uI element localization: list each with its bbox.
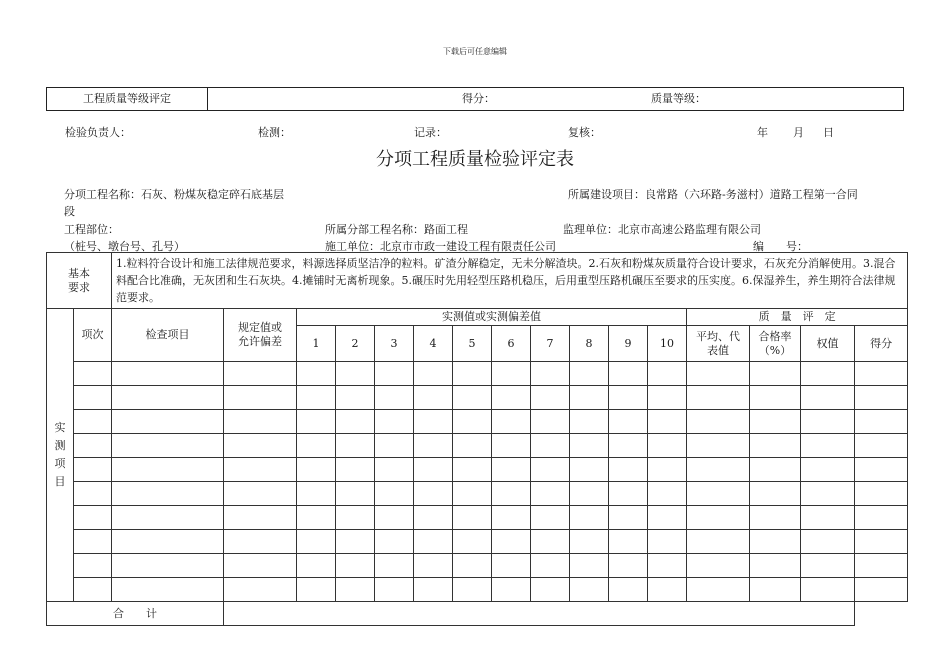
col-weight-header: 权值 [801,326,855,362]
col-num-2: 2 [336,326,375,362]
col-avg-line1: 平均、代 [696,329,740,343]
basic-req-text: 1.粒料符合设计和施工法律规范要求，料源选择质坚洁净的粒料。矿渣分解稳定，无未分解渣块。2.石灰和粉煤灰质量符合设计要求，石灰充分消解使用。3.混合料配合比准确，无灰团和生石灰块。4.摊铺时无离析现象。5.碾压时先用轻型压路机稳压，后用重型压路机碾压至要求的压实度。6.保湿养生，养生期符合法律规范要求。 [112,253,908,309]
section-char-2: 测 [54,439,66,452]
col-quality-header: 质 量 评 定 [687,309,908,326]
col-num-6: 6 [492,326,531,362]
reviewer-label: 复核： [568,126,601,139]
total-value [224,602,855,626]
table-row [47,530,908,554]
table-row [47,554,908,578]
basic-req-label [47,253,112,309]
header-row-1 [47,309,908,326]
table-row [47,386,908,410]
col-index-header: 项次 [74,309,112,362]
col-num-4: 4 [414,326,453,362]
month-label: 月 [793,126,804,139]
section-char-4: 目 [54,475,66,488]
section-char-1: 实 [54,421,66,434]
division-name: 所属分部工程名称：路面工程 [325,223,468,236]
table-row [47,434,908,458]
table-row [47,578,908,602]
subitem-name-cont: 段 [64,205,75,218]
col-num-3: 3 [375,326,414,362]
score-label: 得分： [462,92,495,105]
measured-items-label [47,309,74,602]
inspector-label: 检验负责人： [65,126,131,139]
col-num-5: 5 [453,326,492,362]
basic-requirements-row [47,253,908,309]
table-row [47,362,908,386]
col-num-8: 8 [570,326,609,362]
subitem-name: 分项工程名称：石灰、粉煤灰稳定碎石底基层 [64,188,284,201]
recorder-label: 记录： [414,126,447,139]
col-item-header: 检查项目 [112,309,224,362]
grade-label: 工程质量等级评定 [47,88,208,110]
basic-req-label-line1: 基本 [68,266,90,280]
col-spec-line1: 规定值或 [238,321,282,334]
inspection-table [46,252,908,626]
page-title: 分项工程质量检验评定表 [376,149,574,170]
col-spec-line2: 允许偏差 [238,335,282,348]
grade-level-label: 质量等级： [651,92,706,105]
col-num-1: 1 [297,326,336,362]
header-note: 下载后可任意编辑 [443,47,507,56]
number-label: 编 号： [753,240,808,253]
col-pass-line2: （%） [758,343,792,357]
col-num-10: 10 [648,326,687,362]
construction-project: 所属建设项目：良常路（六环路-务滋村）道路工程第一合同 [568,188,858,201]
quality-grade-table [46,87,904,111]
col-score-header: 得分 [855,326,908,362]
col-pass-header [750,326,801,362]
col-spec-header [224,309,297,362]
supervisor-unit: 监理单位：北京市高速公路监理有限公司 [563,223,761,236]
inspection-table-wrap [46,252,904,620]
col-num-7: 7 [531,326,570,362]
table-row [47,482,908,506]
basic-req-label-line2: 要求 [68,280,90,294]
day-label: 日 [823,126,834,139]
table-row [47,506,908,530]
tester-label: 检测： [258,126,291,139]
total-label: 合 计 [47,602,224,626]
col-avg-header [687,326,750,362]
location-sub-label: （桩号、墩台号、孔号） [64,240,185,253]
col-avg-line2: 表值 [707,343,729,357]
col-measured-header: 实测值或实测偏差值 [297,309,687,326]
col-pass-line1: 合格率 [758,329,792,343]
col-num-9: 9 [609,326,648,362]
table-row [47,458,908,482]
section-char-3: 项 [54,457,66,470]
location-label: 工程部位： [64,223,119,236]
contractor-unit: 施工单位：北京市市政一建设工程有限责任公司 [325,240,556,253]
year-label: 年 [757,126,768,139]
total-row [47,602,908,626]
table-row [47,410,908,434]
